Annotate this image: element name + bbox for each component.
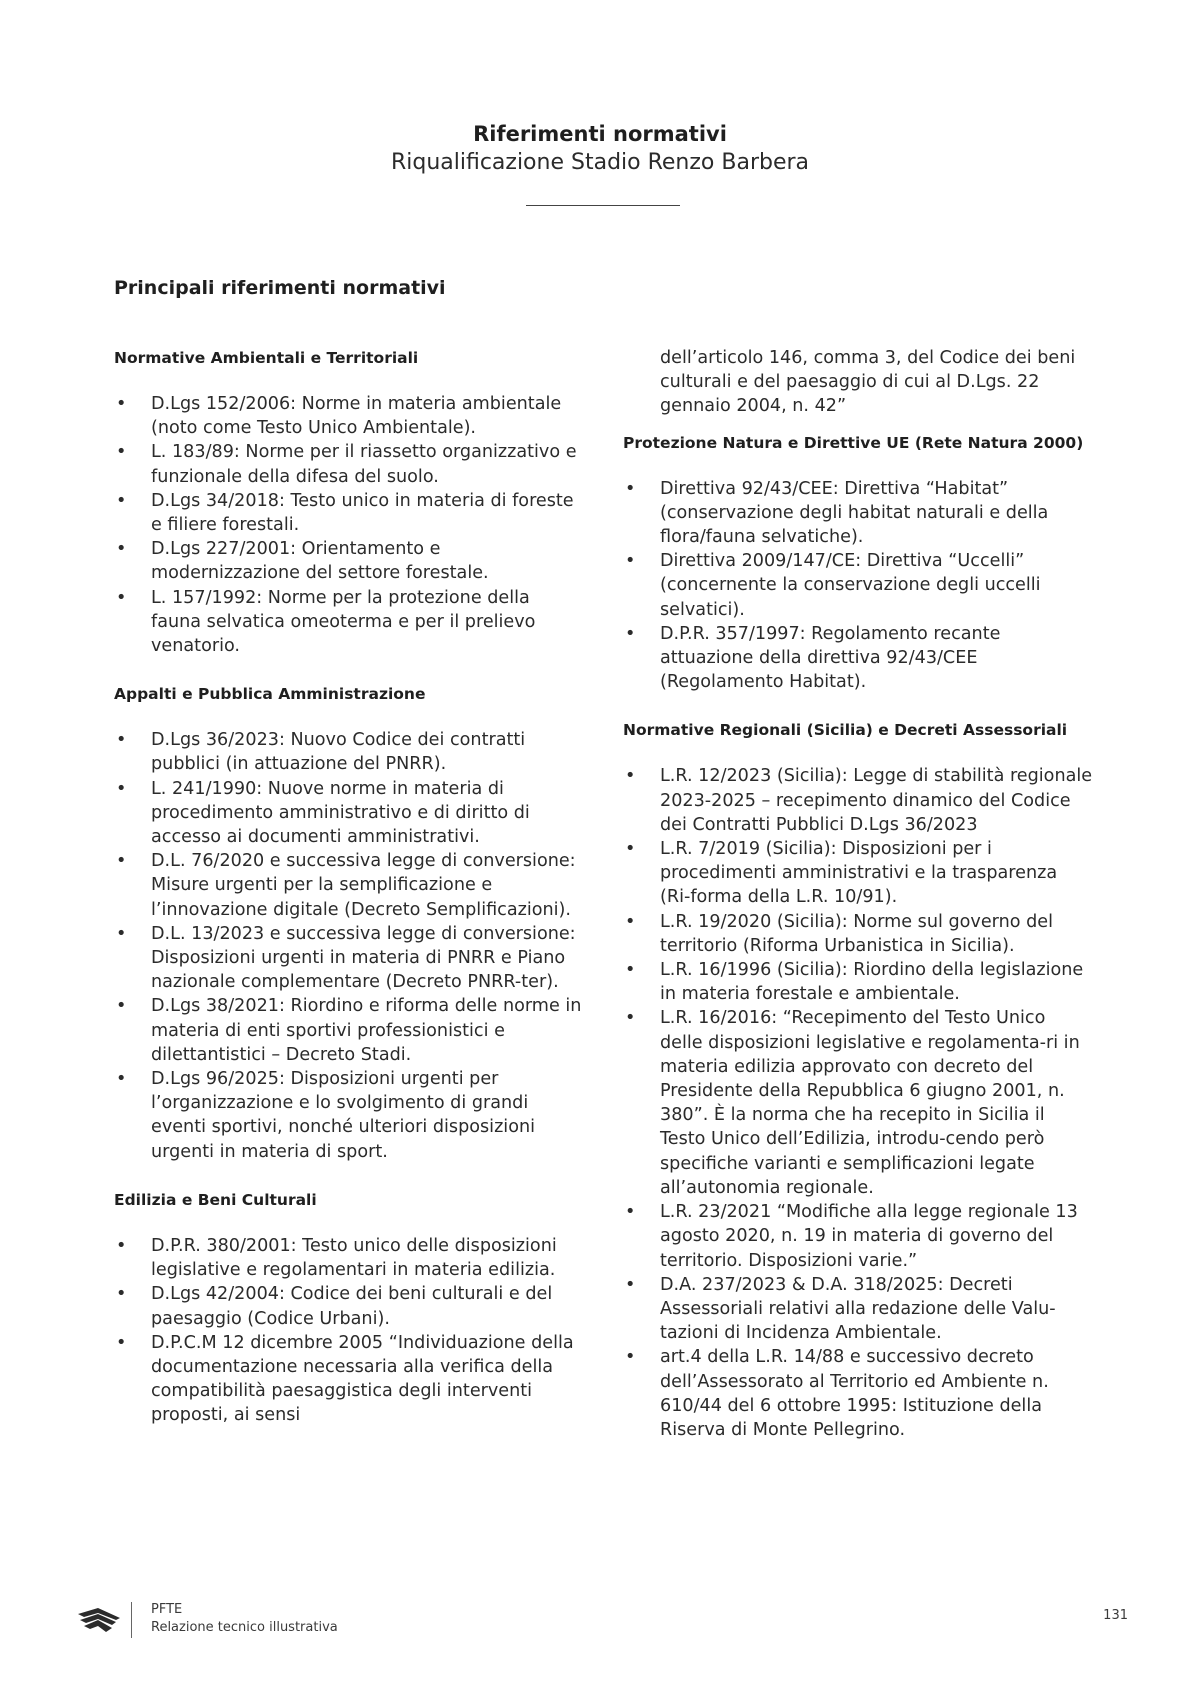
footer-document-name: Relazione tecnico illustrativa — [151, 1620, 338, 1635]
list-item — [623, 1273, 1093, 1346]
list-item — [623, 622, 1093, 695]
bullet-icon: • — [116, 923, 127, 944]
list-item — [623, 1200, 1093, 1273]
list-item-text: L. 241/1990: Nuove norme in materia di procedimento amministrativo e di diritto di accesso ai documenti amministrativi. — [151, 778, 530, 848]
item-list — [114, 1234, 584, 1428]
list-item — [114, 1234, 584, 1282]
list-item-text: D.Lgs 96/2025: Disposizioni urgenti per l’organizzazione e lo svolgimento di grandi eventi sportivi, nonché ulteriori disposizioni urgenti in materia di sport. — [151, 1069, 535, 1162]
list-item-text: L.R. 12/2023 (Sicilia): Legge di stabilità regionale 2023-2025 – recepimento dinamico del Codice dei Contratti Pubblici D.Lgs 36/2023 — [660, 766, 1093, 835]
list-item — [623, 1345, 1093, 1442]
page-footer — [76, 1600, 1136, 1640]
bullet-icon: • — [116, 587, 127, 608]
list-item-text: D.Lgs 42/2004: Codice dei beni culturali e del paesaggio (Codice Urbani). — [151, 1284, 553, 1329]
list-item — [114, 537, 584, 585]
list-item-text: D.L. 76/2020 e successiva legge di conversione: Misure urgenti per la semplificazione e l’innovazione digitale (Decreto Semplificazioni). — [151, 851, 576, 920]
list-item-text: Direttiva 92/43/CEE: Direttiva “Habitat” (conservazione degli habitat naturali e della flora/fauna selvatiche). — [660, 478, 1049, 548]
bullet-icon: • — [625, 1202, 636, 1223]
list-item-text: D.Lgs 152/2006: Norme in materia ambientale (noto come Testo Unico Ambientale). — [151, 394, 562, 439]
list-item-text: L.R. 16/1996 (Sicilia): Riordino della legislazione in materia forestale e ambientale. — [660, 960, 1084, 1005]
list-item — [114, 994, 584, 1067]
bullet-icon: • — [116, 730, 127, 751]
bullet-icon: • — [625, 911, 636, 932]
list-item — [623, 1006, 1093, 1200]
list-item — [114, 1282, 584, 1330]
list-item-text: L.R. 16/2016: “Recepimento del Testo Unico delle disposizioni legislative e regolamenta-ri in materia edilizia approvato con decreto del Presidente della Repubblica 6 giugno 2001, n. 380”. È la norma che ha recepito in Sicilia il Testo Unico dell’Edilizia, introdu-cendo però specifiche varianti e semplificazioni legate all’autonomia regionale. — [660, 1008, 1080, 1198]
group-ambientali — [114, 346, 584, 658]
group-title: Appalti e Pubblica Amministrazione — [114, 685, 426, 704]
list-item — [623, 549, 1093, 622]
group-regionali — [623, 718, 1093, 1442]
list-item-text: Direttiva 2009/147/CE: Direttiva “Uccelli” (concernente la conservazione degli uccelli selvatici). — [660, 551, 1041, 620]
bullet-icon: • — [116, 539, 127, 560]
bullet-icon: • — [625, 839, 636, 860]
list-item — [623, 910, 1093, 958]
list-item — [114, 392, 584, 440]
list-item — [114, 728, 584, 776]
bullet-icon: • — [625, 960, 636, 981]
group-natura — [623, 431, 1093, 695]
continued-text: dell’articolo 146, comma 3, del Codice dei beni culturali e del paesaggio di cui al D.Lgs. 22 gennaio 2004, n. 42” — [660, 348, 1076, 417]
stylized-wing-logo-icon — [76, 1604, 122, 1634]
bullet-icon: • — [625, 1008, 636, 1029]
left-column — [114, 346, 584, 1452]
header-divider — [526, 205, 680, 206]
group-edilizia — [114, 1188, 584, 1428]
list-item — [623, 477, 1093, 550]
list-item — [114, 922, 584, 995]
bullet-icon: • — [116, 394, 127, 414]
bullet-icon: • — [116, 851, 127, 872]
list-item — [623, 764, 1093, 837]
bullet-icon: • — [116, 442, 127, 463]
bullet-icon: • — [116, 490, 127, 511]
list-item-text: D.Lgs 36/2023: Nuovo Codice dei contratti pubblici (in attuazione del PNRR). — [151, 730, 526, 775]
page-number: 131 — [1103, 1608, 1128, 1623]
bullet-icon: • — [116, 1235, 127, 1256]
bullet-icon: • — [116, 1284, 127, 1305]
list-item-text: D.L. 13/2023 e successiva legge di conversione: Disposizioni urgenti in materia di PNRR e Piano nazionale complementare (Decreto PNRR-ter). — [151, 923, 576, 993]
footer-project-code: PFTE — [151, 1602, 183, 1617]
item-list — [114, 392, 584, 658]
bullet-icon: • — [116, 1332, 127, 1353]
list-item — [114, 586, 584, 659]
list-item-text: D.P.R. 357/1997: Regolamento recante attuazione della direttiva 92/43/CEE (Regolamento Habitat). — [660, 623, 1001, 693]
page-title: Riferimenti normativi — [473, 122, 727, 146]
list-item — [114, 849, 584, 922]
list-item — [623, 958, 1093, 1006]
list-item-text: L.R. 19/2020 (Sicilia): Norme sul governo del territorio (Riforma Urbanistica in Sicilia). — [660, 911, 1053, 956]
bullet-icon: • — [116, 996, 127, 1017]
list-item-text: L.R. 23/2021 “Modifiche alla legge regionale 13 agosto 2020, n. 19 in materia di governo del territorio. Disposizioni varie.” — [660, 1202, 1078, 1271]
list-item — [114, 440, 584, 488]
list-item-text: D.Lgs 34/2018: Testo unico in materia di foreste e filiere forestali. — [151, 490, 574, 536]
list-item — [623, 837, 1093, 910]
footer-divider — [131, 1602, 132, 1638]
footer-text — [151, 1601, 338, 1637]
page-subtitle: Riqualificazione Stadio Renzo Barbera — [390, 150, 810, 175]
group-appalti — [114, 682, 584, 1164]
section-heading: Principali riferimenti normativi — [114, 277, 446, 299]
item-list — [623, 477, 1093, 695]
list-item — [114, 489, 584, 537]
item-list — [623, 764, 1093, 1442]
bullet-icon: • — [625, 766, 636, 787]
list-item-text: D.A. 237/2023 & D.A. 318/2025: Decreti Assessoriali relativi alla redazione delle Valu-tazioni di Incidenza Ambientale. — [660, 1274, 1056, 1344]
list-item-text: D.P.R. 380/2001: Testo unico delle disposizioni legislative e regolamentari in materia edilizia. — [151, 1235, 557, 1281]
bullet-icon: • — [625, 1347, 636, 1368]
bullet-icon: • — [116, 778, 127, 799]
group-title: Normative Regionali (Sicilia) e Decreti Assessoriali — [623, 721, 1068, 740]
list-item-text: L. 157/1992: Norme per la protezione della fauna selvatica omeoterma e per il prelievo venatorio. — [151, 587, 536, 657]
list-item-text: art.4 della L.R. 14/88 e successivo decreto dell’Assessorato al Territorio ed Ambiente n. 610/44 del 6 ottobre 1995: Istituzione della Riserva di Monte Pellegrino. — [660, 1347, 1049, 1440]
right-column — [623, 346, 1093, 1466]
list-item-text: L. 183/89: Norme per il riassetto organizzativo e funzionale della difesa del suolo. — [151, 442, 577, 487]
list-item-text: D.Lgs 227/2001: Orientamento e modernizzazione del settore forestale. — [151, 539, 489, 584]
bullet-icon: • — [625, 478, 636, 499]
bullet-icon: • — [625, 1274, 636, 1295]
bullet-icon: • — [625, 551, 636, 572]
group-title: Normative Ambientali e Territoriali — [114, 349, 419, 367]
page-header — [0, 120, 1200, 178]
bullet-icon: • — [625, 623, 636, 644]
list-item-text: D.Lgs 38/2021: Riordino e riforma delle norme in materia di enti sportivi professionistici e dilettantistici – Decreto Stadi. — [151, 996, 582, 1065]
list-item — [114, 1067, 584, 1164]
list-item — [114, 1331, 584, 1428]
list-item — [114, 777, 584, 850]
item-list — [114, 728, 584, 1164]
list-item-text: D.P.C.M 12 dicembre 2005 “Individuazione della documentazione necessaria alla verifica della compatibilità paesaggistica degli interventi proposti, ai sensi — [151, 1332, 574, 1426]
group-title: Edilizia e Beni Culturali — [114, 1190, 317, 1209]
group-title: Protezione Natura e Direttive UE (Rete Natura 2000) — [623, 433, 1084, 452]
list-item-text: L.R. 7/2019 (Sicilia): Disposizioni per i procedimenti amministrativi e la trasparenza (Ri-forma della L.R. 10/91). — [660, 839, 1058, 908]
bullet-icon: • — [116, 1069, 127, 1090]
